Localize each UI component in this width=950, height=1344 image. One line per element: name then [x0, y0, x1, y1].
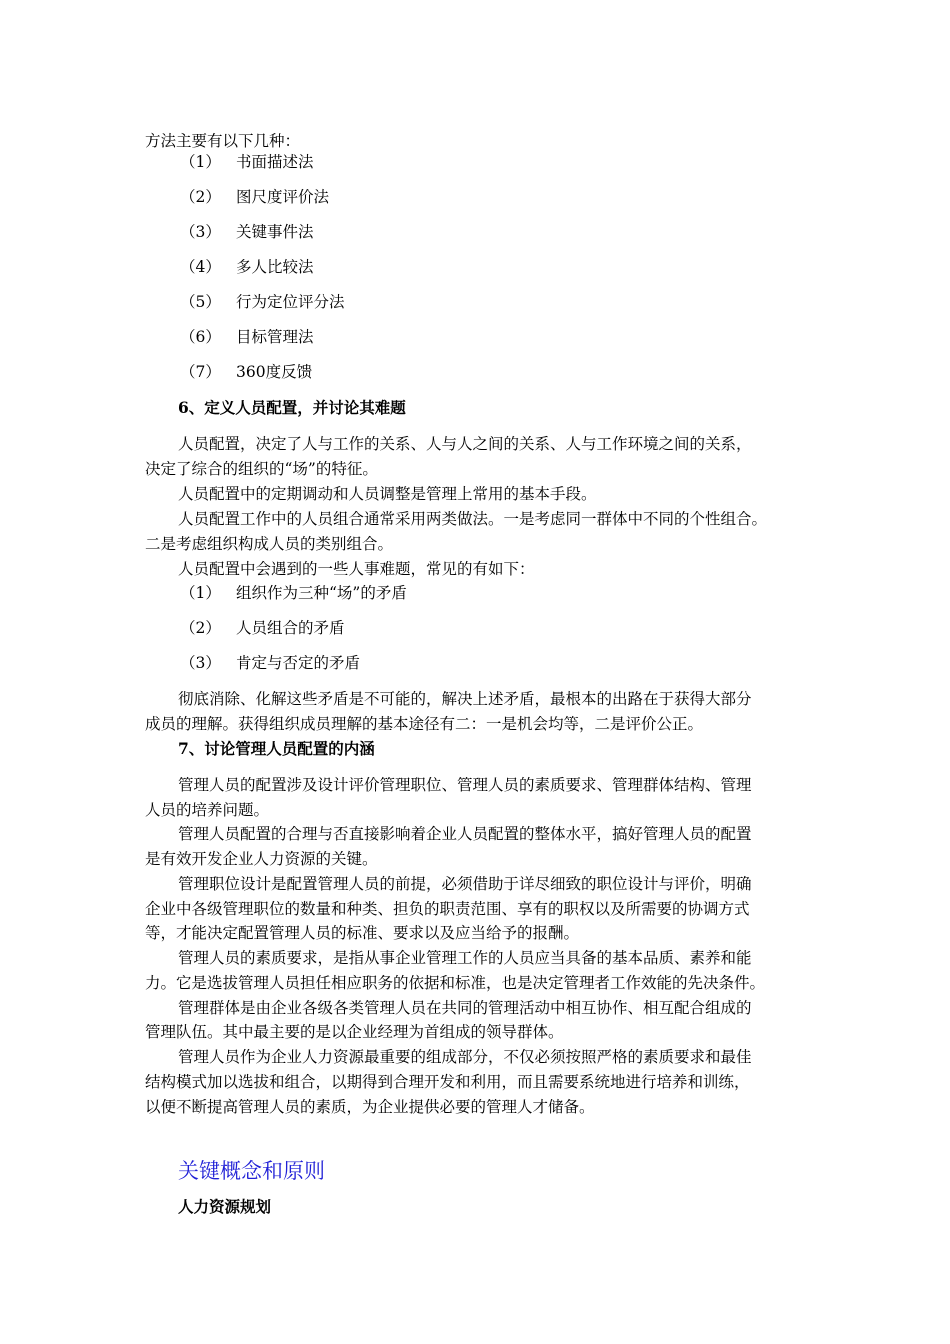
method-number: （6）	[180, 328, 221, 346]
method-item: 行为定位评分法	[236, 293, 345, 311]
paragraph-line: 结构模式加以选拔和组合，以期得到合理开发和利用，而且需要系统地进行培养和训练，	[145, 1073, 750, 1091]
problem-item: 人员组合的矛盾	[236, 619, 345, 637]
paragraph-line: 人员配置工作中的人员组合通常采用两类做法。一是考虑同一群体中不同的个性组合。	[178, 510, 768, 528]
method-number: （7）	[180, 363, 221, 381]
paragraph-line: 管理人员的素质要求，是指从事企业管理工作的人员应当具备的基本品质、素养和能	[178, 949, 752, 967]
paragraph-line: 人员的培养问题。	[145, 801, 270, 819]
paragraph-line: 管理人员的配置涉及设计评价管理职位、管理人员的素质要求、管理群体结构、管理	[178, 776, 752, 794]
method-number: （3）	[180, 223, 221, 241]
question-7-title: 7、讨论管理人员配置的内涵	[178, 739, 375, 758]
paragraph-line: 二是考虑组织构成人员的类别组合。	[145, 535, 394, 553]
paragraph-line: 管理人员配置的合理与否直接影响着企业人员配置的整体水平，搞好管理人员的配置	[178, 825, 752, 843]
problem-number: （1）	[180, 584, 221, 602]
method-item: 图尺度评价法	[236, 188, 330, 206]
method-number: （2）	[180, 188, 221, 206]
problem-item: 肯定与否定的矛盾	[236, 654, 361, 672]
paragraph-line: 管理群体是由企业各级各类管理人员在共同的管理活动中相互协作、相互配合组成的	[178, 999, 752, 1017]
problem-item: 组织作为三种“场”的矛盾	[236, 584, 407, 602]
question-6-title: 6、定义人员配置，并讨论其难题	[178, 398, 406, 417]
paragraph-line: 人员配置，决定了人与工作的关系、人与人之间的关系、人与工作环境之间的关系，	[178, 435, 752, 453]
method-number: （4）	[180, 258, 221, 276]
section-heading: 关键概念和原则	[178, 1159, 325, 1183]
paragraph-line: 企业中各级管理职位的数量和种类、担负的职责范围、享有的职权以及所需要的协调方式	[145, 900, 750, 918]
paragraph-line: 管理人员作为企业人力资源最重要的组成部分，不仅必须按照严格的素质要求和最佳	[178, 1048, 752, 1066]
paragraph-line: 决定了综合的组织的“场”的特征。	[145, 460, 378, 478]
problem-number: （3）	[180, 654, 221, 672]
method-item: 目标管理法	[236, 328, 314, 346]
method-item: 360度反馈	[236, 363, 313, 381]
paragraph-line: 成员的理解。获得组织成员理解的基本途径有二：一是机会均等，二是评价公正。	[145, 715, 704, 733]
intro-line: 方法主要有以下几种：	[145, 132, 301, 150]
paragraph-line: 等，才能决定配置管理人员的标准、要求以及应当给予的报酬。	[145, 924, 580, 942]
paragraph-line: 管理职位设计是配置管理人员的前提，必须借助于详尽细致的职位设计与评价，明确	[178, 875, 752, 893]
method-item: 书面描述法	[236, 153, 314, 171]
sub-heading: 人力资源规划	[178, 1197, 272, 1216]
paragraph-line: 人员配置中会遇到的一些人事难题，常见的有如下：	[178, 560, 535, 578]
method-item: 多人比较法	[236, 258, 314, 276]
problem-number: （2）	[180, 619, 221, 637]
paragraph-line: 彻底消除、化解这些矛盾是不可能的，解决上述矛盾，最根本的出路在于获得大部分	[178, 690, 752, 708]
paragraph-line: 是有效开发企业人力资源的关键。	[145, 850, 378, 868]
paragraph-line: 力。它是选拔管理人员担任相应职务的依据和标准，也是决定管理者工作效能的先决条件。	[145, 974, 766, 992]
paragraph-line: 以便不断提高管理人员的素质，为企业提供必要的管理人才储备。	[145, 1098, 595, 1116]
method-number: （1）	[180, 153, 221, 171]
paragraph-line: 管理队伍。其中最主要的是以企业经理为首组成的领导群体。	[145, 1023, 564, 1041]
method-item: 关键事件法	[236, 223, 314, 241]
method-number: （5）	[180, 293, 221, 311]
paragraph-line: 人员配置中的定期调动和人员调整是管理上常用的基本手段。	[178, 485, 597, 503]
